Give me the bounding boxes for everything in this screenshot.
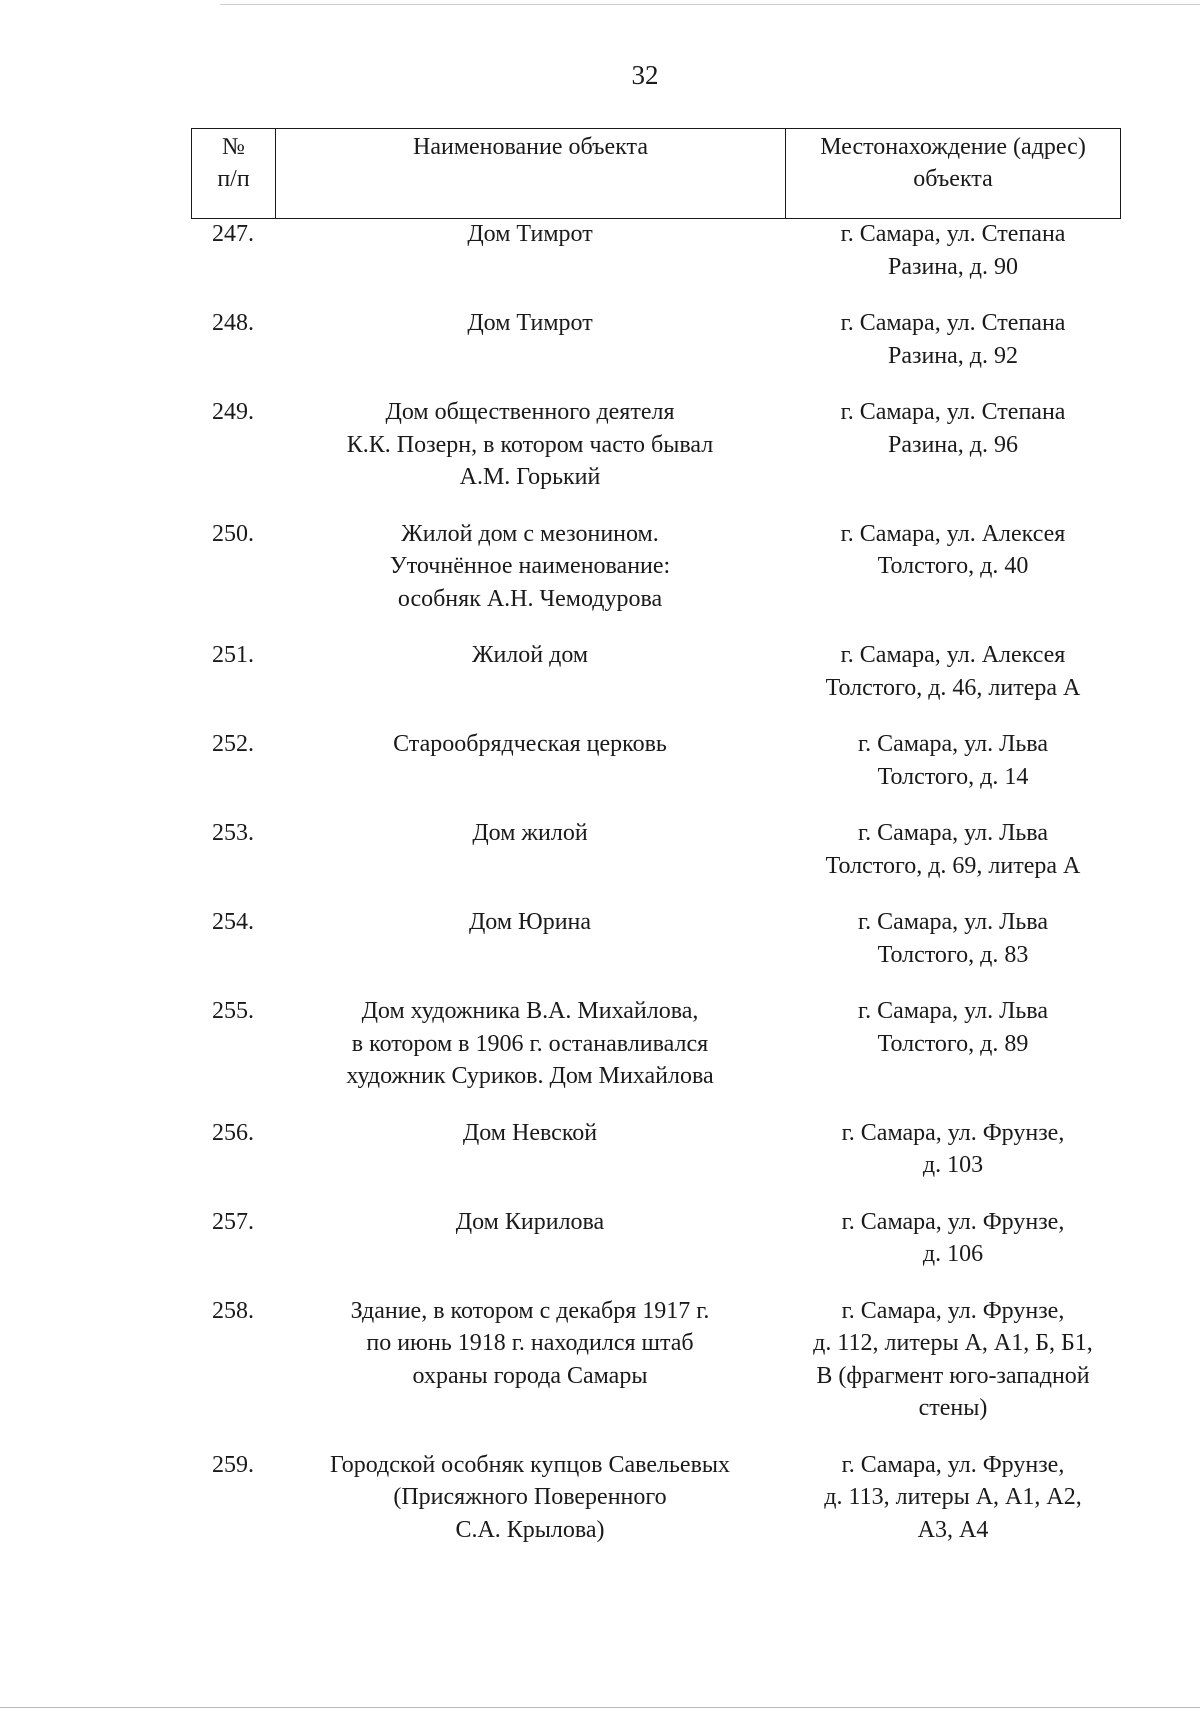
table-row (191, 1206, 1121, 1271)
table-header (191, 128, 1121, 219)
object-address-line: г. Самара, ул. Степана (840, 221, 1066, 247)
table-row (191, 1117, 1121, 1182)
object-name-line: особняк А.Н. Чемодурова (397, 585, 663, 612)
header-address-label-2: объекта (913, 166, 993, 192)
object-name (275, 995, 785, 1093)
object-name-line: Здание, в котором с декабря 1917 г. (350, 1297, 710, 1324)
object-address (785, 1295, 1121, 1425)
object-address-line: Толстого, д. 83 (877, 941, 1029, 968)
object-name-line: Дом Кирилова (455, 1208, 605, 1235)
object-name (275, 1295, 785, 1425)
object-address (785, 1449, 1121, 1547)
table-row (191, 518, 1121, 616)
scan-edge-top (220, 4, 1200, 5)
object-name-line: Уточнённое наименование: (389, 553, 671, 579)
row-number: 258. (212, 1297, 254, 1324)
table-row (191, 396, 1121, 494)
header-address-column (786, 129, 1120, 218)
object-address (785, 906, 1121, 971)
row-number: 252. (212, 731, 254, 757)
object-address (785, 728, 1121, 793)
object-name (275, 1449, 785, 1547)
object-name (275, 307, 785, 372)
object-address-line: д. 113, литеры А, А1, А2, (824, 1484, 1082, 1510)
object-address (785, 1206, 1121, 1271)
table-row (191, 728, 1121, 793)
row-number: 249. (212, 399, 254, 425)
object-name-line: К.К. Позерн, в котором часто бывал (346, 431, 714, 458)
row-number: 250. (212, 520, 254, 547)
object-name (275, 218, 785, 283)
table-row (191, 906, 1121, 971)
object-name-line: Дом Тимрот (467, 221, 593, 247)
row-number: 248. (212, 310, 254, 336)
object-address-line: Разина, д. 90 (887, 253, 1019, 280)
header-number-column (192, 129, 276, 218)
row-number: 257. (212, 1208, 254, 1235)
object-address (785, 396, 1121, 494)
table-row (191, 995, 1121, 1093)
object-address-line: Разина, д. 96 (887, 431, 1019, 458)
table-row (191, 639, 1121, 704)
table-body (191, 218, 1121, 1546)
row-number: 256. (212, 1119, 254, 1146)
object-address-line: г. Самара, ул. Фрунзе, (841, 1208, 1065, 1235)
object-address-line: г. Самара, ул. Льва (858, 731, 1048, 757)
row-number: 247. (212, 221, 254, 247)
page-number: 32 (631, 60, 659, 90)
object-address-line: Толстого, д. 40 (877, 553, 1029, 579)
object-address-line: Толстого, д. 69, литера А (825, 852, 1081, 879)
object-name-line: С.А. Крылова) (455, 1516, 605, 1543)
object-name-line: Дом общественного деятеля (385, 399, 675, 425)
object-name-line: охраны города Самары (412, 1362, 648, 1389)
object-address (785, 307, 1121, 372)
header-name-column (276, 129, 786, 218)
table-row (191, 218, 1121, 283)
object-address-line: Толстого, д. 89 (877, 1030, 1029, 1057)
object-address-line: г. Самара, ул. Фрунзе, (841, 1119, 1065, 1146)
object-address-line: г. Самара, ул. Степана (840, 399, 1066, 425)
object-address-line: г. Самара, ул. Алексея (840, 642, 1066, 668)
object-address (785, 518, 1121, 616)
object-name-line: Жилой дом (471, 642, 589, 668)
object-address-line: Толстого, д. 46, литера А (825, 674, 1081, 701)
object-name (275, 728, 785, 793)
object-name (275, 817, 785, 882)
header-name-label: Наименование объекта (413, 134, 648, 160)
object-name-line: в котором в 1906 г. останавливался (351, 1030, 709, 1057)
row-number: 253. (212, 820, 254, 846)
object-address-line: г. Самара, ул. Алексея (840, 520, 1066, 547)
table-row (191, 307, 1121, 372)
object-name-line: Дом Тимрот (467, 310, 593, 336)
table-row (191, 1295, 1121, 1425)
object-address-line: стены) (918, 1395, 988, 1421)
header-number-sign: № (222, 134, 245, 160)
object-address (785, 218, 1121, 283)
object-name-line: Старообрядческая церковь (393, 731, 667, 757)
object-address-line: г. Самара, ул. Фрунзе, (841, 1451, 1065, 1478)
object-name-line: художник Суриков. Дом Михайлова (346, 1063, 714, 1089)
object-name-line: Дом жилой (472, 820, 588, 846)
object-name (275, 396, 785, 494)
object-address (785, 995, 1121, 1093)
row-number: 259. (212, 1451, 254, 1478)
object-name (275, 639, 785, 704)
header-address-label-1: Местонахождение (адрес) (820, 134, 1086, 160)
header-number-abbr: п/п (217, 166, 250, 192)
object-address-line: д. 106 (922, 1241, 984, 1267)
object-address-line: Разина, д. 92 (887, 342, 1019, 369)
object-address (785, 1117, 1121, 1182)
object-address-line: г. Самара, ул. Фрунзе, (841, 1297, 1065, 1324)
object-name (275, 906, 785, 971)
table-row (191, 1449, 1121, 1547)
object-address (785, 639, 1121, 704)
object-address-line: г. Самара, ул. Льва (858, 820, 1048, 846)
object-name-line: Дом Юрина (468, 909, 592, 935)
object-address-line: А3, А4 (917, 1516, 989, 1543)
row-number: 251. (212, 642, 254, 668)
object-address-line: д. 103 (922, 1152, 984, 1178)
scan-edge-bottom (0, 1707, 1200, 1708)
table-row (191, 817, 1121, 882)
object-address-line: Толстого, д. 14 (877, 763, 1029, 790)
object-address (785, 817, 1121, 882)
object-name-line: Городской особняк купцов Савельевых (329, 1451, 731, 1478)
object-name-line: Дом Невской (462, 1119, 598, 1146)
object-name (275, 1117, 785, 1182)
row-number: 255. (212, 998, 254, 1024)
object-name-line: А.М. Горький (459, 464, 601, 490)
object-name (275, 1206, 785, 1271)
object-name-line: по июнь 1918 г. находился штаб (366, 1330, 694, 1356)
object-name (275, 518, 785, 616)
object-address-line: г. Самара, ул. Степана (840, 310, 1066, 336)
object-name-line: Жилой дом с мезонином. (401, 520, 659, 547)
object-address-line: г. Самара, ул. Льва (858, 998, 1048, 1024)
object-address-line: д. 112, литеры А, А1, Б, Б1, (813, 1330, 1093, 1356)
object-name-line: (Присяжного Поверенного (393, 1484, 667, 1510)
object-name-line: Дом художника В.А. Михайлова, (361, 998, 699, 1024)
object-address-line: г. Самара, ул. Льва (858, 909, 1048, 935)
row-number: 254. (212, 909, 254, 935)
object-address-line: В (фрагмент юго-западной (816, 1362, 1090, 1389)
